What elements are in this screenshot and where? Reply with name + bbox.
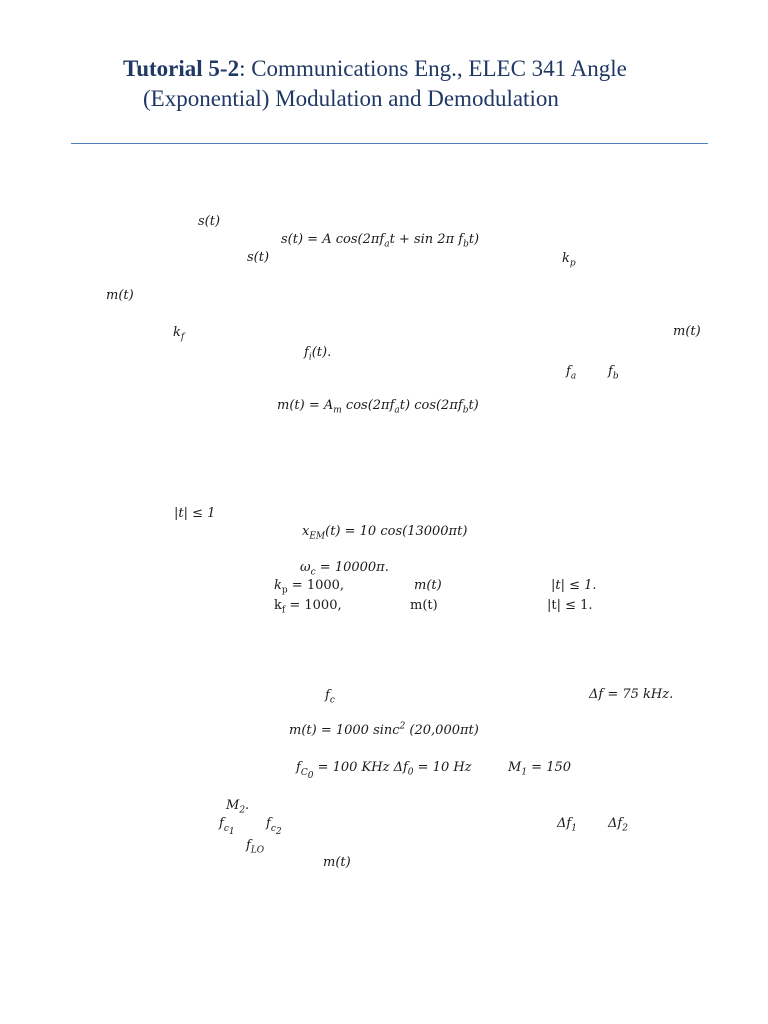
q1-signal-s-2: s(t) [247,250,270,265]
q1-kf: $k_f$ [173,325,185,343]
q1-message-m-2: m(t) [673,324,701,339]
q2-time-bound-2: |t| ≤ 1. [547,598,593,613]
q1-fb: $f_b$ [608,364,619,382]
q1-instant-freq: $f_i(t)$. [304,345,332,363]
q2-message-m-2: m(t) [410,598,438,613]
q2-kp-value: $k_p = 1000$, [274,578,345,596]
title-divider [71,143,708,144]
q3-fc1: $f_{c_1}$ [219,816,235,837]
q2-time-bound: |t| ≤ 1 [174,506,216,521]
title-rest: : Communications Eng., ELEC 341 Angle [239,56,627,81]
q1-fa: $f_a$ [566,364,577,382]
q3-message-m: m(t) [323,855,351,870]
q3-flo: $f_{LO}$ [246,838,265,856]
q2-time-bound-1: |t| ≤ 1. [551,578,597,593]
title-line-1 [123,54,627,84]
q3-delta-f: Δf = 75 kHz. [589,687,674,702]
q2-xem-equation: $x_{EM}(t) = 10$ cos(13000πt) [302,524,468,542]
q3-m2: $M_2$. [226,798,250,816]
q2-carrier-omega: $\omega_c = 10000\pi$. [300,560,389,578]
title-bold: Tutorial 5-2 [123,56,240,81]
q1-signal-s: s(t) [198,214,221,229]
q3-message-equation: m(t) = 1000 sinc$^2$ (20,000πt) [289,721,479,738]
q2-message-m-1: m(t) [414,578,442,593]
q2-kf-value: $k_f = 1000$, [274,598,342,616]
q1-message-equation: $m(t) = A_m$ $\cos(2\pi f_at)$ $\cos(2\pi f_bt)$ [277,398,479,416]
q1-signal-equation: s(t) = A $\cos(2\pi f_at + \sin 2\pi$ $f_bt$) [281,232,480,250]
q3-delta-f1: $\Delta f_1$ [557,816,577,834]
title-line-2: (Exponential) Modulation and Demodulation [143,86,559,111]
q3-m1-equation: $M_1 = 150$ [508,760,572,778]
q3-delta-f2: $\Delta f_2$ [608,816,628,834]
q3-fc: $f_c$ [325,688,335,706]
q1-kp: $k_p$ [562,251,576,269]
q1-message-m: m(t) [106,288,134,303]
q3-fc0-equation: $f_{C_0} = 100$ KHz $\Delta f_0 = 10$ Hz [296,760,472,781]
q3-fc2: $f_{c_2}$ [266,816,282,837]
